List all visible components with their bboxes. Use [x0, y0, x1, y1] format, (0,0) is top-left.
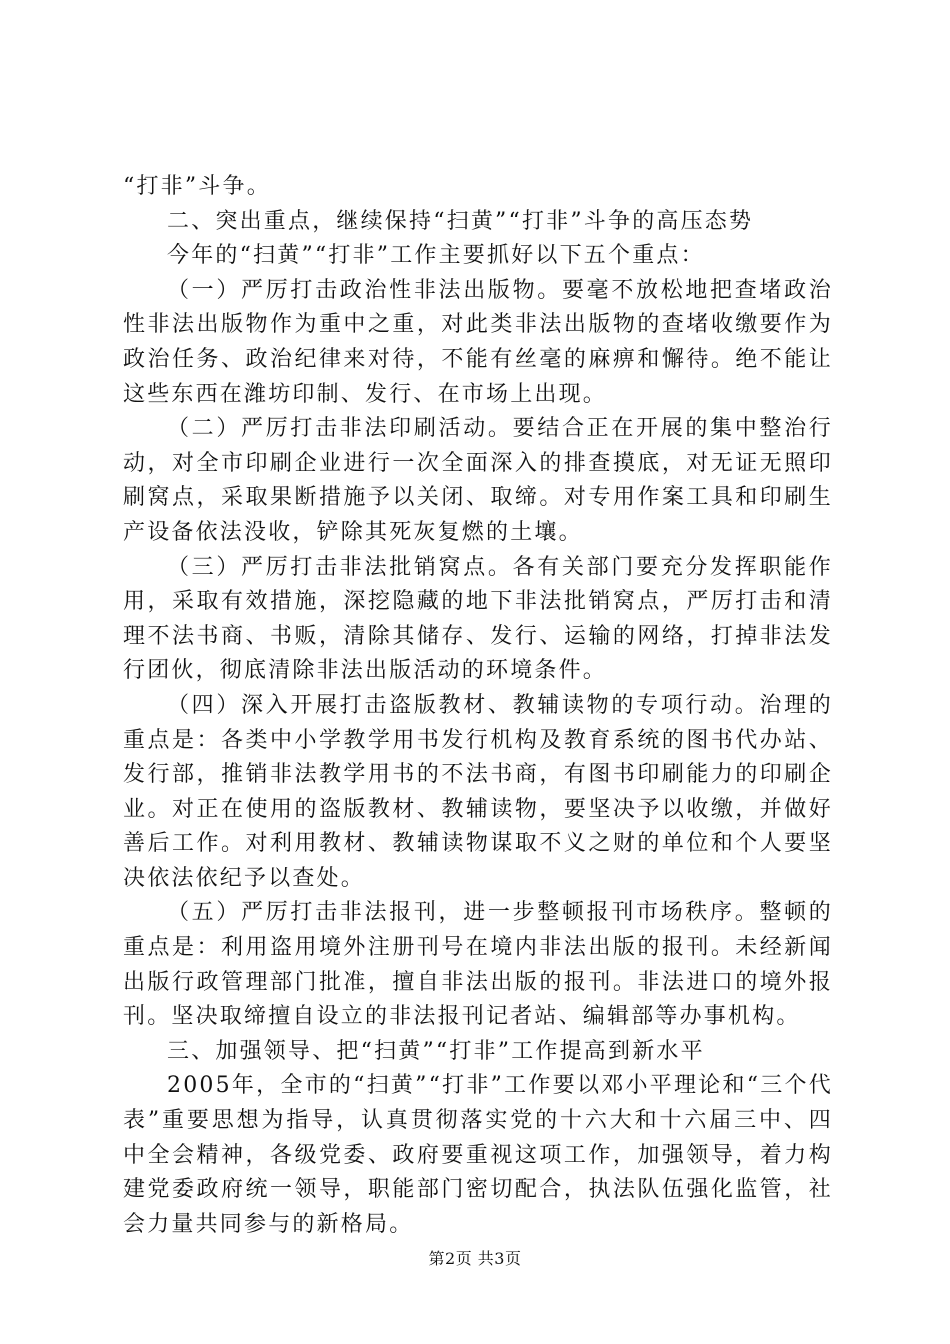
section-heading-three: 三、加强领导、把“扫黄”“打非”工作提高到新水平: [167, 1038, 705, 1064]
paragraph-item-three: （三）严厉打击非法批销窝点。各有关部门要充分发挥职能作用，采取有效措施，深挖隐藏的地下非法批销窝点，严厉打击和清理不法书商、书贩，清除其储存、发行、运输的网络，打掉非法发行团伙，彻底清除非法出版活动的环境条件。: [123, 554, 833, 684]
paragraph-intro: 今年的“扫黄”“打非”工作主要抓好以下五个重点：: [167, 243, 705, 269]
page-footer: 第2页 共3页: [428, 1249, 522, 1268]
paragraph-conclusion: 2005年，全市的“扫黄”“打非”工作要以邓小平理论和“三个代表”重要思想为指导，认真贯彻落实党的十六大和十六届三中、四中全会精神，各级党委、政府要重视这项工作，加强领导，着力构建党委政府统一领导，职能部门密切配合，执法队伍强化监管，社会力量共同参与的新格局。: [123, 1073, 833, 1237]
paragraph-continuation: “打非”斗争。: [123, 174, 271, 199]
paragraph-item-one: （一）严厉打击政治性非法出版物。要毫不放松地把查堵政治性非法出版物作为重中之重，对此类非法出版物的查堵收缴要作为政治任务、政治纪律来对待，不能有丝毫的麻痹和懈待。绝不能让这些东西在潍坊印制、发行、在市场上出现。: [123, 277, 833, 407]
document-body: [123, 170, 833, 1242]
section-heading-two: 二、突出重点，继续保持“扫黄”“打非”斗争的高压态势: [167, 208, 754, 234]
paragraph-item-two: （二）严厉打击非法印刷活动。要结合正在开展的集中整治行动，对全市印刷企业进行一次全面深入的排查摸底，对无证无照印刷窝点，采取果断措施予以关闭、取缔。对专用作案工具和印刷生产设备依法没收，铲除其死灰复燃的土壤。: [123, 416, 833, 545]
paragraph-item-four: （四）深入开展打击盗版教材、教辅读物的专项行动。治理的重点是：各类中小学教学用书发行机构及教育系统的图书代办站、发行部，推销非法教学用书的不法书商，有图书印刷能力的印刷企业。对正在使用的盗版教材、教辅读物，要坚决予以收缴，并做好善后工作。对利用教材、教辅读物谋取不义之财的单位和个人要坚决依法依纪予以查处。: [123, 692, 833, 891]
paragraph-item-five: （五）严厉打击非法报刊，进一步整顿报刊市场秩序。整顿的重点是：利用盗用境外注册刊号在境内非法出版的报刊。未经新闻出版行政管理部门批准，擅自非法出版的报刊。非法进口的境外报刊。坚决取缔擅自设立的非法报刊记者站、编辑部等办事机构。: [123, 900, 833, 1030]
